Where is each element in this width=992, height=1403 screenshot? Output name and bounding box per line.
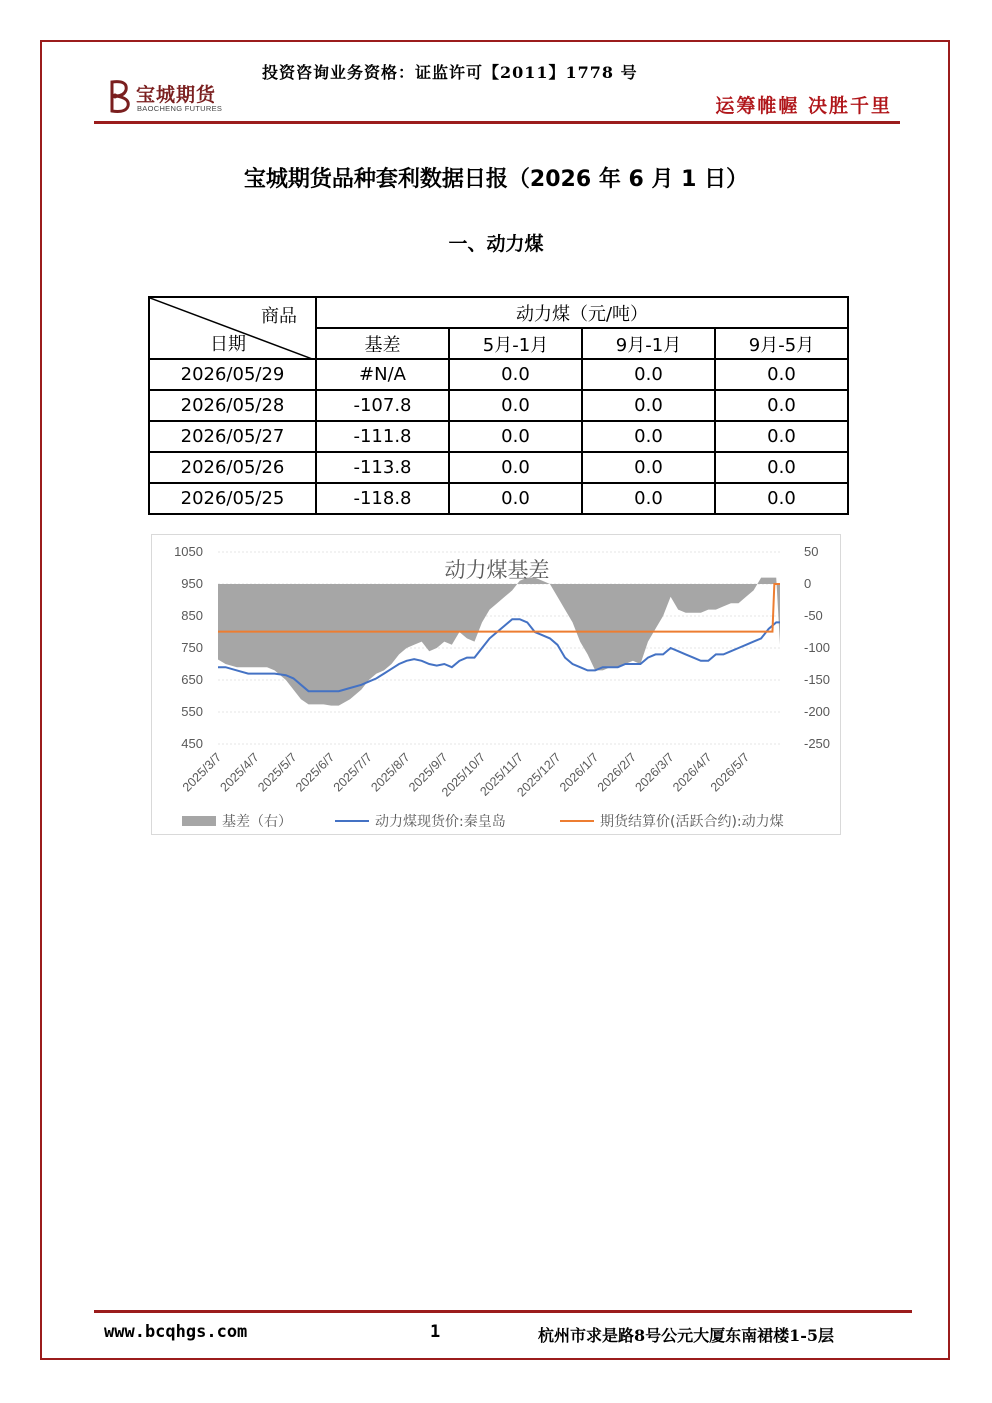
footer-divider [94,1310,912,1313]
y-left-tick-label: 450 [181,736,203,751]
chart-title: 动力煤基差 [444,558,550,582]
license-text: 投资咨询业务资格：证监许可【2011】1778 号 [262,63,638,82]
x-tick-label: 2025/7/7 [330,750,375,795]
spread-table [148,296,849,515]
section-title: 一、动力煤 [448,233,544,255]
table-row [149,421,848,452]
logo-name-cn: 宝城期货 [136,84,217,106]
x-tick-label: 2025/8/7 [368,750,413,795]
col-header-5-1: 5月-1月 [449,328,582,359]
x-tick-label: 2026/1/7 [556,750,602,795]
row-date: 2026/05/28 [149,390,316,421]
slogan: 运筹帷幄 决胜千里 [715,95,892,117]
y-right-tick-label: 50 [804,544,819,559]
y-left-tick-label: 1050 [174,544,203,559]
x-tick-label: 2025/11/7 [477,750,526,799]
x-tick-label: 2025/5/7 [255,750,300,795]
x-tick-label: 2025/6/7 [292,750,338,795]
cell-5-1: 0.0 [449,359,582,390]
corner-label-commodity: 商品 [261,306,297,327]
cell-9-5: 0.0 [715,359,848,390]
logo-name-en: BAOCHENG FUTURES [137,104,223,113]
col-header-9-5: 9月-5月 [715,328,848,359]
y-left-tick-label: 650 [181,672,203,687]
footer-url[interactable]: www.bcqhgs.com [104,1322,248,1342]
table-row [149,483,848,514]
header-divider [94,121,900,124]
row-date: 2026/05/26 [149,452,316,483]
x-tick-label: 2026/4/7 [670,750,715,795]
cell-9-1: 0.0 [582,452,715,483]
basis-chart [151,534,841,835]
y-left-tick-label: 850 [181,608,203,623]
cell-5-1: 0.0 [449,421,582,452]
legend-label: 期货结算价(活跃合约):动力煤 [600,814,784,830]
cell-basis: -107.8 [316,390,449,421]
x-tick-label: 2026/5/7 [707,750,753,795]
cell-basis: -113.8 [316,452,449,483]
y-left-tick-label: 750 [181,640,203,655]
legend-swatch-basis [182,816,216,826]
cell-basis: -111.8 [316,421,449,452]
x-tick-label: 2025/4/7 [217,750,262,795]
y-left-tick-label: 950 [181,576,203,591]
cell-9-5: 0.0 [715,421,848,452]
x-tick-label: 2026/2/7 [594,750,640,795]
cell-9-1: 0.0 [582,390,715,421]
legend-label: 基差（右） [222,814,292,830]
col-header-basis: 基差 [316,328,449,359]
x-tick-label: 2025/12/7 [514,750,564,800]
cell-5-1: 0.0 [449,452,582,483]
col-header-9-1: 9月-1月 [582,328,715,359]
cell-basis: -118.8 [316,483,449,514]
basis-chart-svg [152,535,842,836]
page-number: 1 [430,1322,441,1342]
cell-9-5: 0.0 [715,483,848,514]
y-right-tick-label: -50 [804,608,823,623]
x-tick-label: 2025/3/7 [179,750,225,795]
cell-9-1: 0.0 [582,359,715,390]
x-tick-label: 2026/3/7 [632,750,677,795]
legend-label: 动力煤现货价:秦皇岛 [375,814,506,830]
y-right-tick-label: -250 [804,736,831,751]
cell-basis: #N/A [316,359,449,390]
row-date: 2026/05/25 [149,483,316,514]
y-right-tick-label: -200 [804,704,831,719]
cell-9-1: 0.0 [582,421,715,452]
logo-icon [106,78,134,114]
company-logo [106,78,246,118]
y-right-tick-label: -150 [804,672,831,687]
x-tick-label: 2025/9/7 [406,750,451,795]
cell-9-5: 0.0 [715,390,848,421]
cell-9-5: 0.0 [715,452,848,483]
y-left-tick-label: 550 [181,704,203,719]
table-row [149,390,848,421]
document-title: 宝城期货品种套利数据日报（2026 年 6 月 1 日） [243,167,749,192]
group-header: 动力煤（元/吨） [316,297,848,328]
row-date: 2026/05/29 [149,359,316,390]
row-date: 2026/05/27 [149,421,316,452]
table-row [149,452,848,483]
y-right-tick-label: 0 [804,576,812,591]
x-tick-label: 2025/10/7 [438,750,489,800]
cell-5-1: 0.0 [449,390,582,421]
corner-label-date: 日期 [210,334,246,355]
cell-9-1: 0.0 [582,483,715,514]
cell-5-1: 0.0 [449,483,582,514]
y-right-tick-label: -100 [804,640,831,655]
table-row [149,359,848,390]
footer-address: 杭州市求是路8号公元大厦东南裙楼1-5层 [538,1326,835,1345]
table-corner-cell [149,297,316,359]
